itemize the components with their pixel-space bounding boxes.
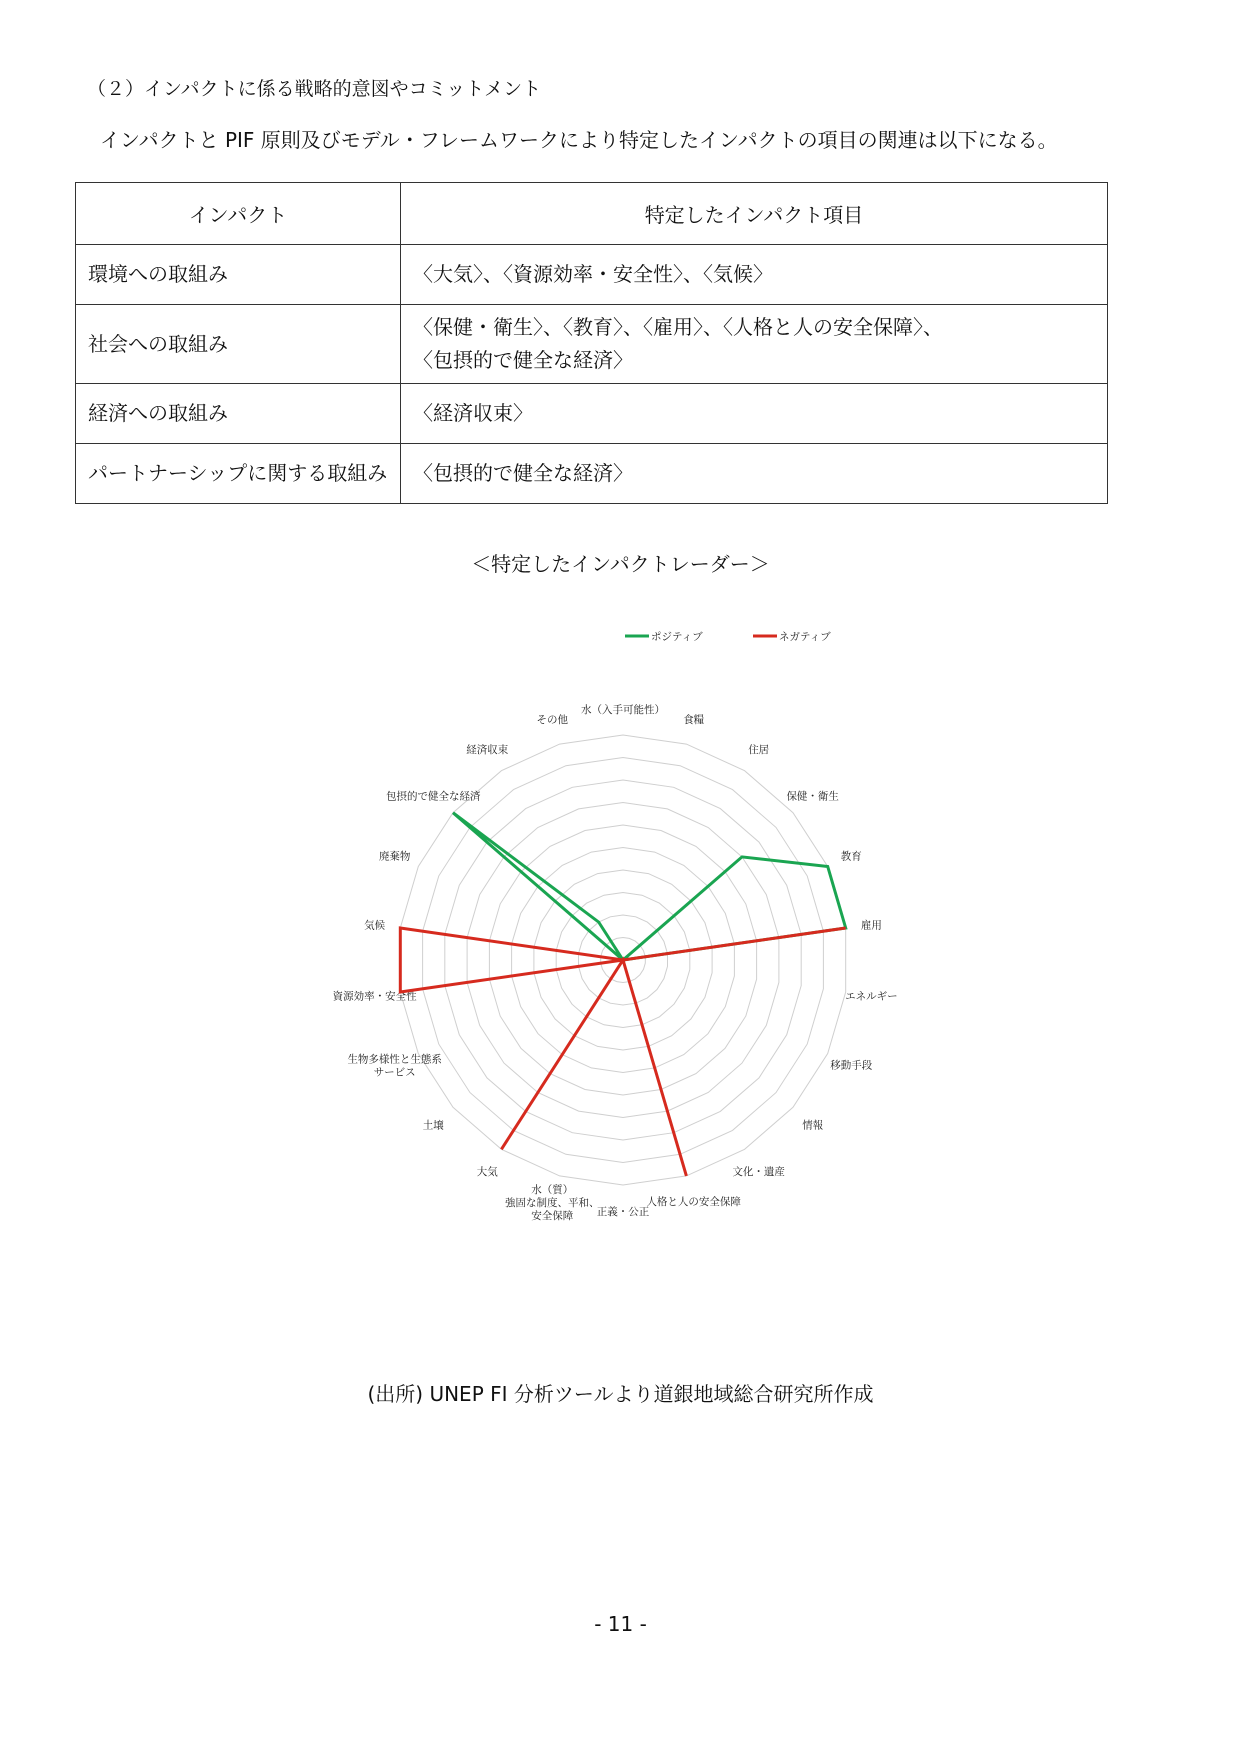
impact-cell: 経済への取組み (76, 384, 401, 444)
axis-label: 水（入手可能性） (581, 704, 665, 716)
axis-label: 生物多様性と生態系サービス (347, 1053, 442, 1079)
axis-label: エネルギー (845, 990, 898, 1003)
axis-label: 住居 (748, 743, 770, 756)
table-row (76, 305, 1108, 384)
items-cell (401, 384, 1108, 444)
header-items: 特定したインパクト項目 (401, 183, 1108, 245)
axis-label: 大気 (476, 1166, 498, 1179)
items-line: 〈包摂的で健全な経済〉 (413, 461, 633, 485)
axis-label: 教育 (840, 850, 862, 863)
table-row (76, 444, 1108, 504)
items-cell (401, 444, 1108, 504)
source-note: (出所) UNEP FI 分析ツールより道銀地域総合研究所作成 (367, 1382, 874, 1406)
impact-table (75, 182, 1108, 504)
axis-label: 食糧 (683, 714, 705, 727)
section-heading: （２）インパクトに係る戦略的意図やコミットメント (87, 78, 542, 100)
axis-label: その他 (536, 714, 569, 727)
axis-label: 移動手段 (830, 1059, 873, 1072)
axis-label: 文化・遺産 (732, 1166, 785, 1179)
table-row (76, 384, 1108, 444)
page-number: - 11 - (594, 1612, 647, 1636)
impact-cell: 社会への取組み (76, 305, 401, 384)
legend-label: ネガティブ (779, 631, 831, 643)
axis-label: 人格と人の安全保障 (646, 1195, 741, 1208)
legend-label: ポジティブ (651, 631, 703, 643)
axis-label: 廃棄物 (378, 850, 411, 863)
header-impact: インパクト (76, 183, 401, 245)
items-line: 〈経済収束〉 (413, 401, 533, 425)
items-line: 〈大気〉、〈資源効率・安全性〉、〈気候〉 (413, 262, 773, 286)
axis-label: 正義・公正 (596, 1206, 650, 1218)
chart-title: ＜特定したインパクトレーダー＞ (471, 552, 770, 576)
axis-label: 情報 (802, 1119, 824, 1132)
axis-label: 土壌 (422, 1119, 444, 1132)
axis-label: 経済収束 (466, 743, 509, 756)
items-cell (401, 305, 1108, 384)
radar-chart (250, 631, 990, 1260)
items-line: 〈包摂的で健全な経済〉 (413, 348, 633, 372)
intro-paragraph: インパクトと PIF 原則及びモデル・フレームワークにより特定したインパクトの項目の関連は以下になる。 (100, 128, 1058, 152)
axis-label: 雇用 (860, 919, 882, 932)
items-cell (401, 245, 1108, 305)
axis-label: 気候 (364, 919, 386, 932)
axis-label: 保健・衛生 (786, 790, 839, 803)
table-header-row (76, 183, 1108, 245)
table-row (76, 245, 1108, 305)
axis-label: 資源効率・安全性 (332, 990, 417, 1003)
axis-label: 水（質）強固な制度、平和、安全保障 (505, 1183, 600, 1222)
impact-cell: パートナーシップに関する取組み (76, 444, 401, 504)
items-line: 〈保健・衛生〉、〈教育〉、〈雇用〉、〈人格と人の安全保障〉、 (413, 315, 943, 339)
impact-cell: 環境への取組み (76, 245, 401, 305)
axis-label: 包摂的で健全な経済 (386, 790, 481, 803)
